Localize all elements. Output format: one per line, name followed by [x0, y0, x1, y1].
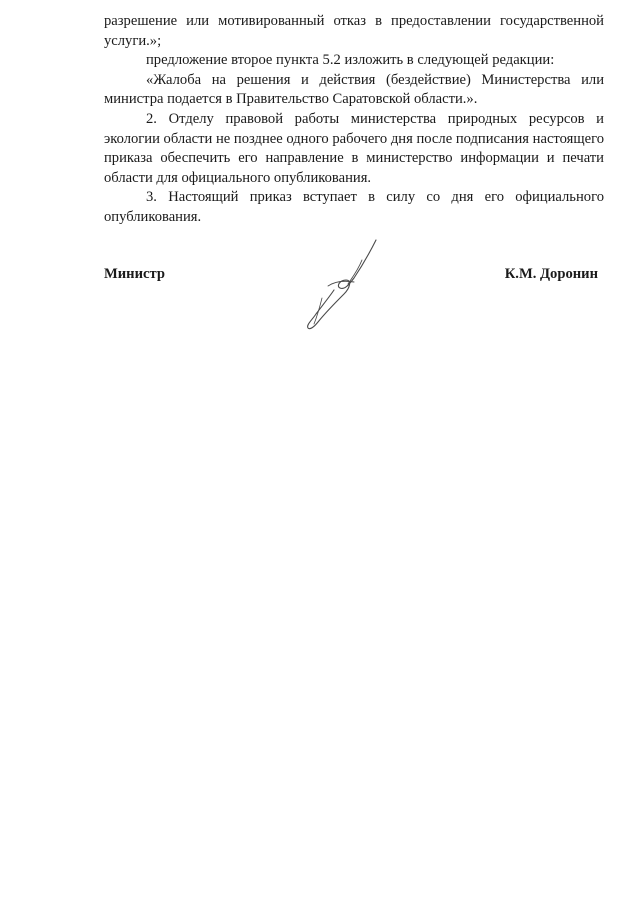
paragraph-item-3: 3. Настоящий приказ вступает в силу со дня его официального опубликования.: [104, 189, 604, 225]
paragraph-item-2: 2. Отделу правовой работы министерства природных ресурсов и экологии области не позднее одного рабочего дня после подписания настоящего приказа обеспечить его направление в министерство информации и печати области для официального опубликования.: [104, 110, 604, 186]
paragraph-amendment-text: «Жалоба на решения и действия (бездействие) Министерства или министра подается в Правительство Саратовской области.».: [104, 71, 604, 108]
signatory-title: Министр: [104, 266, 165, 282]
document-body: [104, 12, 604, 228]
paragraph-amendment-intro: предложение второе пункта 5.2 изложить в следующей редакции:: [146, 52, 555, 69]
signatory-name: К.М. Доронин: [504, 266, 598, 282]
paragraph-continuation: разрешение или мотивированный отказ в предоставлении государственной услуги.»;: [104, 13, 604, 49]
handwritten-signature: [300, 236, 384, 332]
